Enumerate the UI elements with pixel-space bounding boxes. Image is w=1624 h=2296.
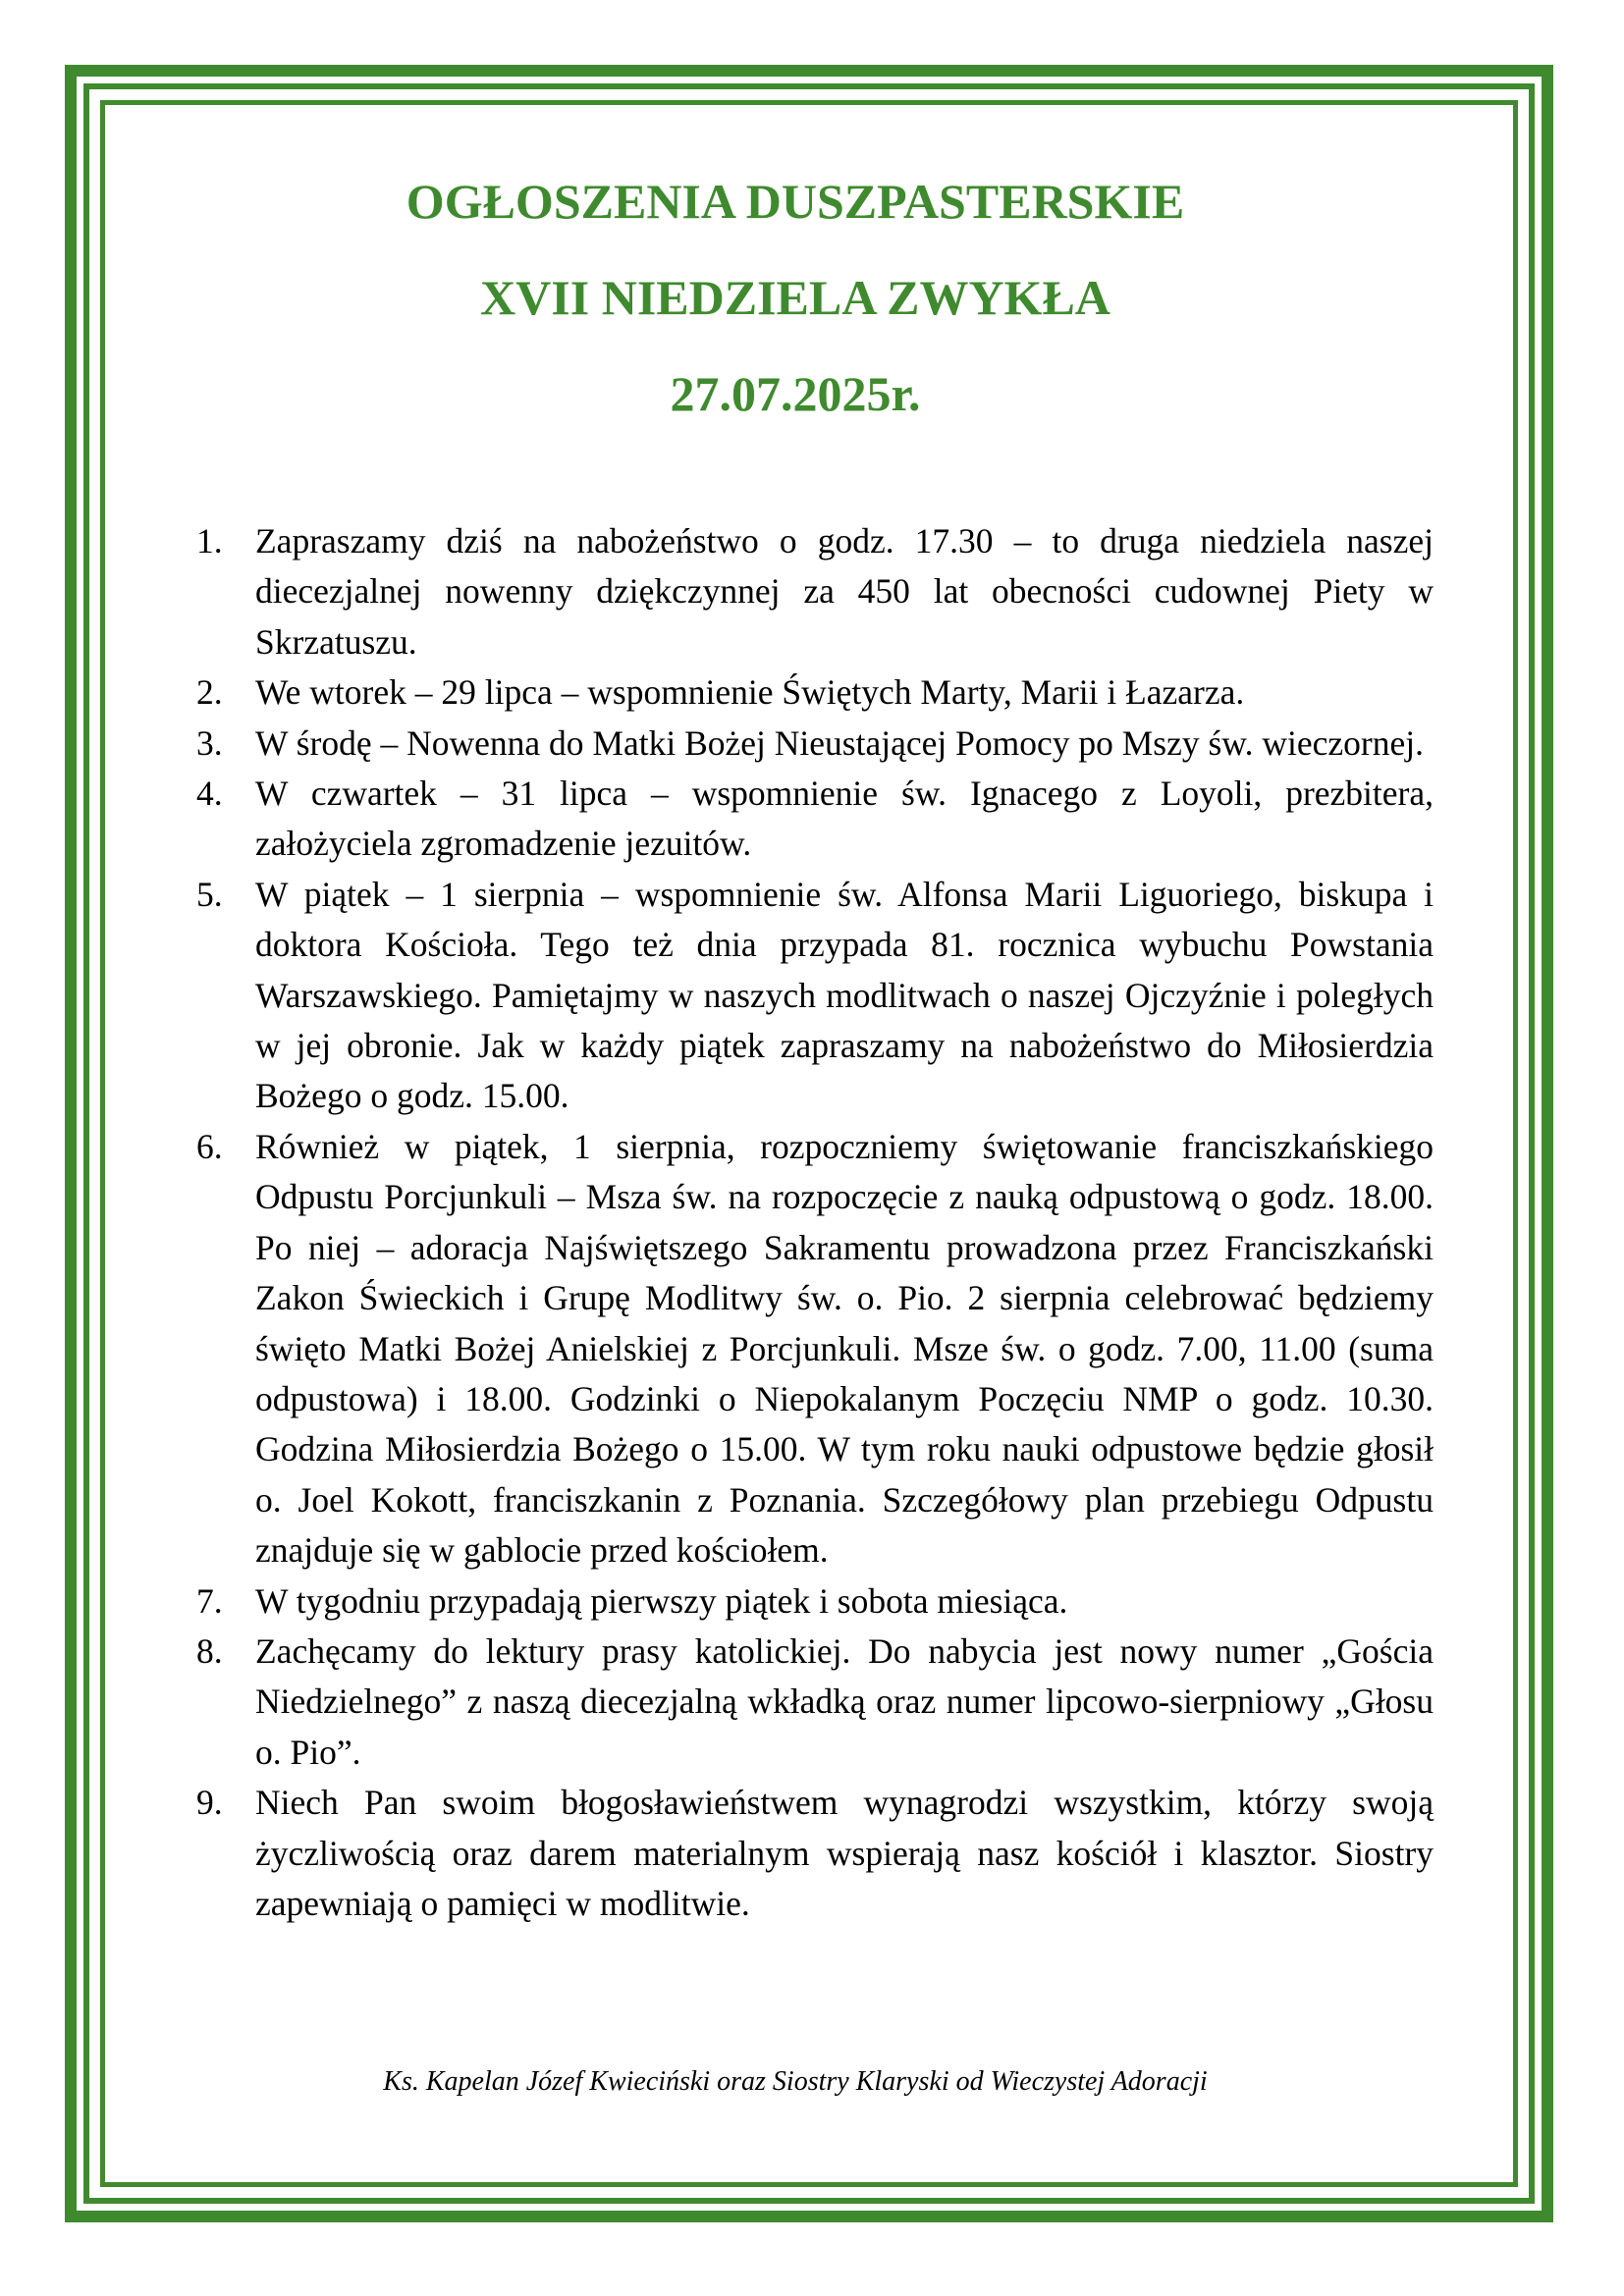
page-date: 27.07.2025r. <box>670 366 921 421</box>
announcement-text: W tygodniu przypadają pierwszy piątek i sobota miesiąca. <box>255 1580 1068 1621</box>
announcement-number: 6. <box>196 1126 223 1166</box>
announcement-number: 1. <box>196 521 223 561</box>
announcement-number: 5. <box>196 874 223 914</box>
announcement-item <box>196 769 1434 870</box>
page-title: OGŁOSZENIA DUSZPASTERSKIE <box>406 174 1185 229</box>
announcement-item <box>196 1778 1434 1929</box>
announcement-item <box>196 1627 1434 1778</box>
page-subtitle: XVII NIEDZIELA ZWYKŁA <box>480 270 1110 325</box>
announcement-text: Niech Pan swoim błogosławieństwem wynagrodzi wszystkim, którzy swoją życzliwością oraz darem materialnym wspierają nasz kościół i klasztor. Siostry zapewniają o pamięci w modlitwie. <box>255 1783 1434 1923</box>
announcement-text: We wtorek – 29 lipca – wspomnienie Świętych Marty, Marii i Łazarza. <box>255 672 1245 713</box>
announcement-item <box>196 870 1434 1122</box>
announcement-text: W piątek – 1 sierpnia – wspomnienie św. Alfonsa Marii Liguoriego, biskupa i doktora Kościoła. Tego też dnia przypada 81. rocznica wybuchu Powstania Warszawskiego. Pamiętajmy w naszych modlitwach o naszej Ojczyźnie i poległych w jej obronie. Jak w każdy piątek zapraszamy na nabożeństwo do Miłosierdzia Bożego o godz. 15.00. <box>255 874 1434 1116</box>
announcement-item <box>196 667 1434 718</box>
announcement-text: Zapraszamy dziś na nabożeństwo o godz. 17.30 – to druga niedziela naszej diecezjalnej nowenny dziękczynnej za 450 lat obecności cudownej Piety w Skrzatuszu. <box>255 521 1434 662</box>
announcement-item <box>196 1122 1434 1576</box>
announcement-number: 3. <box>196 722 223 763</box>
announcement-text: Również w piątek, 1 sierpnia, rozpoczniemy świętowanie franciszkańskiego Odpustu Porcjunkuli – Msza św. na rozpoczęcie z nauką odpustową o godz. 18.00. Po niej – adoracja Najświętszego Sakramentu prowadzona przez Franciszkański Zakon Świeckich i Grupę Modlitwy św. o. Pio. 2 sierpnia celebrować będziemy święto Matki Bożej Anielskiej z Porcjunkuli. Msze św. o godz. 7.00, 11.00 (suma odpustowa) i 18.00. Godzinki o Niepokalanym Poczęciu NMP o godz. 10.30. Godzina Miłosierdzia Bożego o 15.00. W tym roku nauki odpustowe będzie głosił o. Joel Kokott, franciszkanin z Poznania. Szczegółowy plan przebiegu Odpustu znajduje się w gablocie przed kościołem. <box>255 1126 1434 1571</box>
announcement-number: 2. <box>196 672 223 713</box>
announcement-number: 7. <box>196 1580 223 1621</box>
announcement-text: W środę – Nowenna do Matki Bożej Nieustającej Pomocy po Mszy św. wieczornej. <box>255 722 1424 763</box>
announcement-text: Zachęcamy do lektury prasy katolickiej. Do nabycia jest nowy numer „Gościa Niedzielnego” z naszą diecezjalną wkładką oraz numer lipcowo-sierpniowy „Głosu o. Pio”. <box>255 1630 1434 1772</box>
signature: Ks. Kapelan Józef Kwieciński oraz Siostry Klaryski od Wieczystej Adoracji <box>383 2066 1208 2097</box>
announcement-number: 9. <box>196 1783 223 1823</box>
announcement-item <box>196 719 1434 769</box>
announcement-item <box>196 1576 1434 1627</box>
announcement-list <box>196 516 1434 1929</box>
announcement-text: W czwartek – 31 lipca – wspomnienie św. Ignacego z Loyoli, prezbitera, założyciela zgromadzenie jezuitów. <box>255 774 1434 864</box>
announcement-number: 8. <box>196 1630 223 1671</box>
announcement-number: 4. <box>196 774 223 814</box>
page-header <box>0 153 1591 442</box>
announcement-item <box>196 516 1434 667</box>
